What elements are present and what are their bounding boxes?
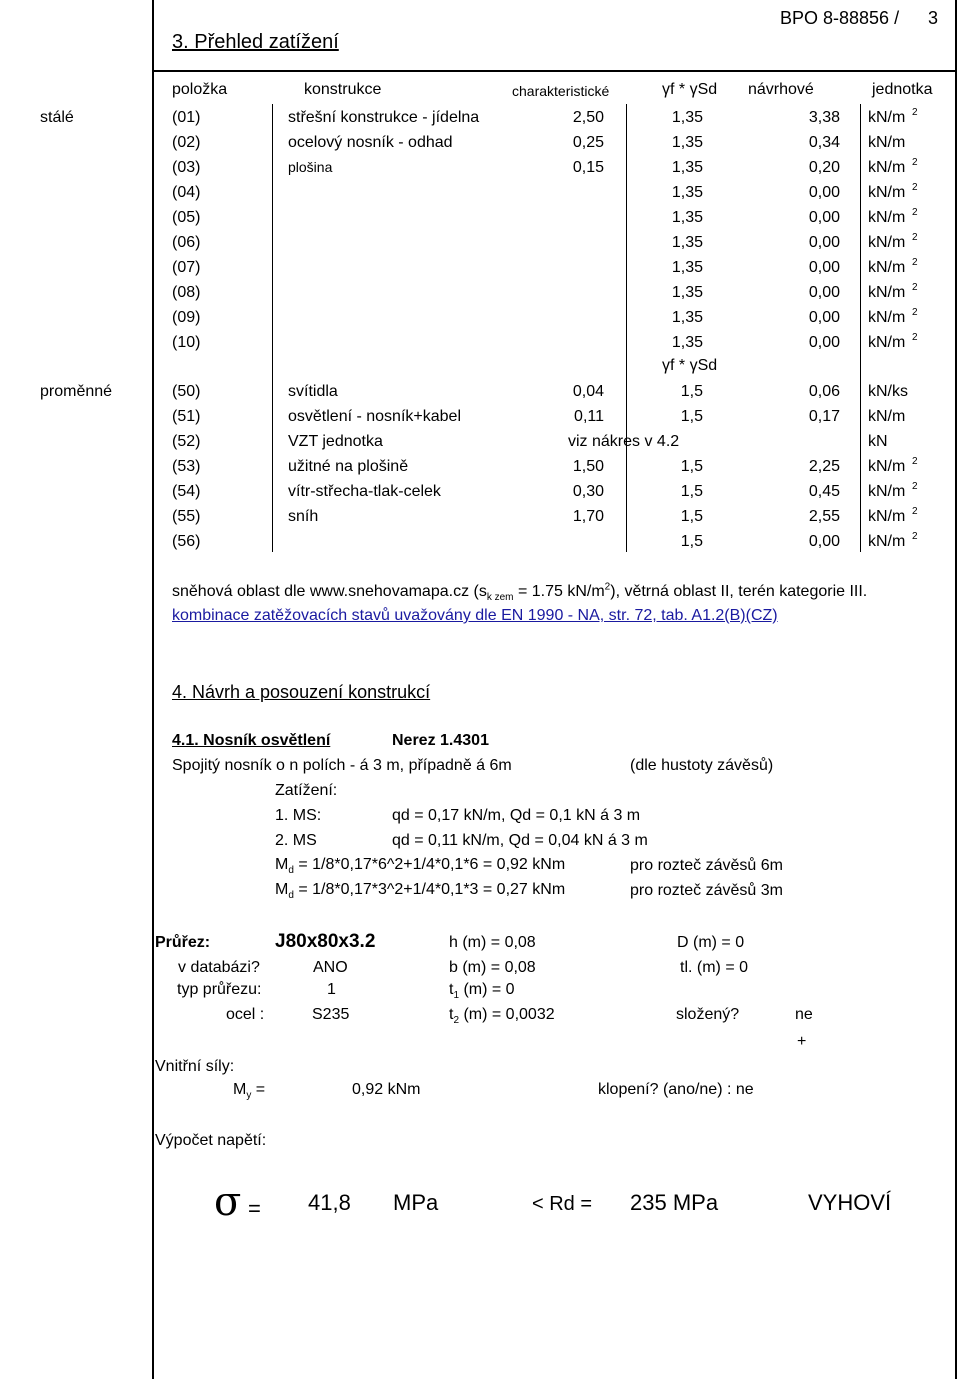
- row-gamma: 1,35: [671, 259, 703, 276]
- row-unit-sup: 2: [912, 481, 918, 492]
- col-divider-1: [272, 104, 273, 552]
- col-divider-3: [860, 104, 861, 552]
- ms1-value: qd = 0,17 kN/m, Qd = 0,1 kN á 3 m: [392, 807, 641, 824]
- row-id: (53): [172, 458, 201, 475]
- md2-formula: [275, 881, 566, 902]
- md2-sub: d: [288, 890, 294, 902]
- row-id: (56): [172, 533, 201, 550]
- row-unit: kN/m: [868, 159, 906, 176]
- row-gamma: 1,35: [671, 134, 703, 151]
- md1-sym: M: [275, 856, 289, 873]
- row-id: (06): [172, 234, 201, 251]
- col-divider-2: [626, 104, 627, 552]
- composite-value: ne: [795, 1006, 813, 1023]
- steel-value: S235: [312, 1006, 350, 1023]
- row-gamma: 1,5: [680, 408, 703, 425]
- row-unit: kN/m: [868, 184, 906, 201]
- row-unit-sup: 2: [912, 232, 918, 243]
- row-gamma: 1,5: [680, 383, 703, 400]
- t2-sub: 2: [453, 1015, 460, 1027]
- row-name: plošina: [288, 159, 333, 175]
- row-unit: kN/m: [868, 483, 906, 500]
- database-label: v databázi?: [178, 959, 260, 976]
- row-characteristic: 0,30: [572, 483, 604, 500]
- col-header-design: návrhové: [748, 81, 814, 98]
- row-unit: kN/ks: [868, 383, 908, 400]
- header-rule: [152, 70, 957, 72]
- t1-sub: 1: [453, 990, 460, 1002]
- steel-label: ocel :: [226, 1006, 265, 1023]
- row-gamma: 1,5: [680, 508, 703, 525]
- forces-label: Vnitřní síly:: [155, 1058, 235, 1075]
- section-name: J80x80x3.2: [275, 931, 376, 952]
- stress-value: 41,8: [308, 1190, 351, 1215]
- ms2-label: 2. MS: [275, 832, 317, 849]
- row-unit-sup: 2: [912, 157, 918, 168]
- t1-sym: t: [449, 981, 454, 998]
- row-design: 3,38: [808, 109, 840, 126]
- variable-gamma-header: γf * γSd: [662, 357, 718, 374]
- ltb-check: klopení? (ano/ne) : ne: [598, 1081, 754, 1098]
- col-header-gamma: γf * γSd: [662, 81, 718, 98]
- row-characteristic: 0,15: [572, 159, 604, 176]
- page-title: 3. Přehled zatížení: [172, 31, 339, 53]
- md1-expr: = 1/8*0,17*6^2+1/4*0,1*6 = 0,92 kNm: [293, 856, 566, 873]
- row-id: (08): [172, 284, 201, 301]
- loads-label: Zatížení:: [275, 782, 338, 799]
- md1-formula: [275, 856, 566, 877]
- row-design: 0,00: [808, 284, 840, 301]
- row-name: vítr-střecha-tlak-celek: [288, 483, 441, 500]
- row-id: (02): [172, 134, 201, 151]
- composite-label: složený?: [676, 1006, 740, 1023]
- row-characteristic: 1,70: [572, 508, 604, 525]
- row-id: (03): [172, 159, 201, 176]
- row-unit: kN/m: [868, 458, 906, 475]
- section-label: Průřez:: [155, 934, 211, 951]
- row-gamma: 1,35: [671, 284, 703, 301]
- row-characteristic: viz nákres v 4.2: [568, 433, 680, 450]
- row-characteristic: 0,11: [574, 408, 604, 425]
- section-4-title: 4. Návrh a posouzení konstrukcí: [172, 682, 431, 702]
- row-name: užitné na plošině: [288, 458, 409, 475]
- my-sym: M: [233, 1081, 247, 1098]
- rd-label: < Rd =: [532, 1193, 593, 1215]
- row-design: 0,00: [808, 184, 840, 201]
- section-b: b (m) = 0,08: [449, 959, 536, 976]
- row-gamma: 1,5: [680, 483, 703, 500]
- row-name: osvětlení - nosník+kabel: [288, 408, 461, 425]
- my-eq: =: [251, 1081, 266, 1098]
- stress-label: Výpočet napětí:: [155, 1132, 267, 1149]
- row-name: sníh: [288, 508, 319, 525]
- row-unit: kN/m: [868, 259, 906, 276]
- row-name: svítidla: [288, 383, 338, 400]
- row-design: 0,45: [808, 483, 840, 500]
- md1-sub: d: [288, 865, 294, 877]
- combination-link[interactable]: kombinace zatěžovacích stavů uvažovány dle EN 1990 - NA, str. 72, tab. A1.2(B)(CZ): [172, 607, 778, 624]
- row-characteristic: 2,50: [572, 109, 604, 126]
- check-result: VYHOVÍ: [808, 1190, 892, 1215]
- material-tag: Nerez 1.4301: [392, 732, 489, 749]
- t2-sym: t: [449, 1006, 454, 1023]
- row-gamma: 1,35: [671, 234, 703, 251]
- row-unit: kN/m: [868, 533, 906, 550]
- md1-note: pro rozteč závěsů 6m: [630, 857, 783, 874]
- row-unit: kN/m: [868, 209, 906, 226]
- row-id: (50): [172, 383, 201, 400]
- row-gamma: 1,5: [680, 458, 703, 475]
- row-unit: kN/m: [868, 309, 906, 326]
- row-unit: kN/m: [868, 284, 906, 301]
- col-header-unit: jednotka: [872, 81, 933, 98]
- snow-note-b: = 1.75 kN/m: [513, 583, 605, 600]
- sigma-equals: =: [248, 1196, 261, 1221]
- row-design: 0,00: [808, 334, 840, 351]
- row-unit-sup: 2: [912, 182, 918, 193]
- row-unit: kN/m: [868, 234, 906, 251]
- snow-note-sup: 2: [604, 581, 611, 593]
- row-unit: kN/m: [868, 109, 906, 126]
- snow-note-a: sněhová oblast dle www.snehovamapa.cz (s: [172, 583, 487, 600]
- row-gamma: 1,35: [671, 109, 703, 126]
- row-id: (01): [172, 109, 201, 126]
- section-type-label: typ průřezu:: [177, 981, 262, 998]
- group-variable: proměnné: [40, 383, 113, 400]
- ms1-label: 1. MS:: [275, 807, 322, 824]
- right-frame-line: [955, 0, 957, 1379]
- row-unit-sup: 2: [912, 257, 918, 268]
- t2-expr: (m) = 0,0032: [459, 1006, 555, 1023]
- row-design: 0,00: [808, 533, 840, 550]
- snow-note-c: ), větrná oblast II, terén kategorie III.: [610, 583, 868, 600]
- row-unit: kN/m: [868, 508, 906, 525]
- row-design: 0,00: [808, 234, 840, 251]
- row-characteristic: 0,04: [572, 383, 604, 400]
- row-id: (05): [172, 209, 201, 226]
- section-41-title: 4.1. Nosník osvětlení: [172, 732, 331, 749]
- row-gamma: 1,35: [671, 159, 703, 176]
- col-header-construction: konstrukce: [304, 81, 382, 98]
- row-id: (07): [172, 259, 201, 276]
- rd-value: 235 MPa: [630, 1190, 719, 1215]
- row-design: 0,06: [808, 383, 840, 400]
- col-header-item: položka: [172, 81, 228, 98]
- section-t2: [449, 1006, 555, 1027]
- section-tl: tl. (m) = 0: [680, 959, 749, 976]
- row-design: 0,00: [808, 259, 840, 276]
- left-frame-line: [152, 0, 154, 1379]
- group-permanent: stálé: [40, 109, 74, 126]
- row-unit-sup: 2: [912, 282, 918, 293]
- snow-note-sub: k zem: [486, 592, 514, 604]
- row-id: (09): [172, 309, 201, 326]
- row-design: 0,00: [808, 309, 840, 326]
- database-value: ANO: [313, 959, 348, 976]
- row-gamma: 1,35: [671, 209, 703, 226]
- row-unit: kN/m: [868, 134, 906, 151]
- row-id: (52): [172, 433, 201, 450]
- section-D: D (m) = 0: [677, 934, 745, 951]
- page-number: 3: [928, 8, 939, 28]
- my-value: 0,92 kNm: [352, 1081, 421, 1098]
- row-gamma: 1,35: [671, 334, 703, 351]
- doc-id: BPO 8-88856 /: [780, 8, 900, 28]
- beam-description: Spojitý nosník o n polích - á 3 m, případně á 6m: [172, 757, 512, 774]
- row-id: (10): [172, 334, 201, 351]
- row-unit: kN/m: [868, 334, 906, 351]
- row-design: 0,00: [808, 209, 840, 226]
- md2-expr: = 1/8*0,17*3^2+1/4*0,1*3 = 0,27 kNm: [293, 881, 566, 898]
- stress-unit: MPa: [393, 1190, 439, 1215]
- row-design: 0,34: [808, 134, 840, 151]
- row-gamma: 1,35: [671, 309, 703, 326]
- row-id: (51): [172, 408, 201, 425]
- row-unit-sup: 2: [912, 332, 918, 343]
- md2-note: pro rozteč závěsů 3m: [630, 882, 783, 899]
- row-unit: kN: [868, 433, 888, 450]
- row-unit-sup: 2: [912, 456, 918, 467]
- section-h: h (m) = 0,08: [449, 934, 536, 951]
- section-t1: [449, 981, 515, 1002]
- row-design: 2,25: [808, 458, 840, 475]
- my-symbol: [233, 1081, 266, 1102]
- md2-sym: M: [275, 881, 289, 898]
- row-id: (54): [172, 483, 201, 500]
- row-name: VZT jednotka: [288, 433, 383, 450]
- row-unit-sup: 2: [912, 207, 918, 218]
- row-id: (04): [172, 184, 201, 201]
- row-name: střešní konstrukce - jídelna: [288, 109, 480, 126]
- row-gamma: 1,5: [680, 533, 703, 550]
- plus-sign: +: [797, 1033, 807, 1050]
- snow-note: [172, 581, 868, 604]
- sigma-symbol: σ: [214, 1179, 242, 1225]
- row-gamma: 1,35: [671, 184, 703, 201]
- row-characteristic: 0,25: [572, 134, 604, 151]
- beam-description-note: (dle hustoty závěsů): [630, 757, 774, 774]
- row-unit-sup: 2: [912, 506, 918, 517]
- row-name: ocelový nosník - odhad: [288, 134, 453, 151]
- row-characteristic: 1,50: [572, 458, 604, 475]
- my-sub: y: [246, 1090, 252, 1102]
- row-unit-sup: 2: [912, 531, 918, 542]
- col-header-characteristic: charakteristické: [512, 83, 610, 99]
- row-unit-sup: 2: [912, 307, 918, 318]
- row-design: 2,55: [808, 508, 840, 525]
- row-id: (55): [172, 508, 201, 525]
- row-design: 0,20: [808, 159, 840, 176]
- row-design: 0,17: [808, 408, 840, 425]
- t1-expr: (m) = 0: [459, 981, 515, 998]
- ms2-value: qd = 0,11 kN/m, Qd = 0,04 kN á 3 m: [392, 832, 648, 849]
- row-unit-sup: 2: [912, 107, 918, 118]
- section-type-value: 1: [327, 981, 336, 998]
- row-unit: kN/m: [868, 408, 906, 425]
